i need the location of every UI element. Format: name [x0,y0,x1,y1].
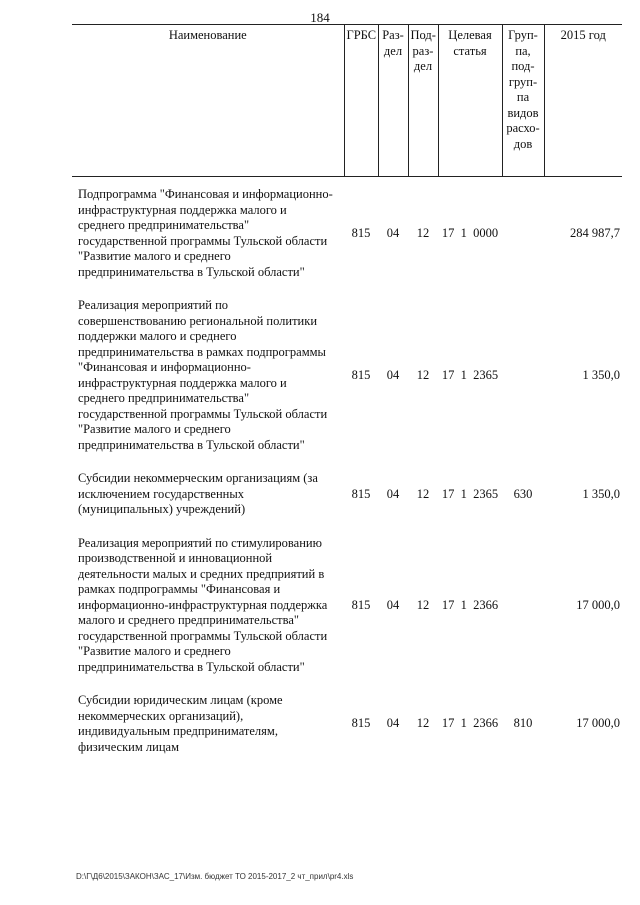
row-name: Реализация мероприятий по совершенствованию региональной политики поддержки малого и среднего предпринимательства в рамках подпрограммы "Финансовая и информационно- инфраструктурная поддержка малого и среднего предпринимательства" государственной программы Тульской области "Развитие малого и среднего предпринимательства в Тульской области" [78,298,328,452]
row-celevaya: 17 1 2365 [441,486,499,501]
budget-table [72,24,622,755]
table-row [72,298,622,453]
row-gruppa [502,536,544,676]
row-grbs: 815 [351,225,371,240]
row-grbs: 815 [351,597,371,612]
row-razdel: 04 [386,716,400,731]
row-amount: 17 000,0 [576,716,620,731]
row-podrazdel: 12 [416,716,430,731]
row-grbs: 815 [351,716,371,731]
row-razdel: 04 [386,597,400,612]
row-razdel: 04 [386,486,400,501]
file-path-footer: D:\Г\Д6\2015\ЗАКОН\ЗАС_17\Изм. бюджет ТО 2015-2017_2 чт_прил\pr4.xls [76,872,354,881]
row-amount: 284 987,7 [570,225,620,240]
header-razdel: Раз- дел [378,25,408,177]
row-razdel: 04 [386,225,400,240]
row-podrazdel: 12 [416,486,430,501]
table-row [72,693,622,755]
row-podrazdel: 12 [416,367,430,382]
row-celevaya: 17 1 2365 [441,367,499,382]
row-podrazdel: 12 [416,225,430,240]
table-header-row [72,25,622,177]
row-amount: 1 350,0 [582,367,620,382]
row-name: Субсидии некоммерческим организациям (за исключением государственных (муниципальных) учреждений) [78,471,318,516]
row-name: Субсидии юридическим лицам (кроме некоммерческих организаций), индивидуальным предпринимателям, физическим лицам [78,693,283,754]
row-grbs: 815 [351,486,371,501]
row-gruppa [502,187,544,280]
row-gruppa: 630 [513,486,533,501]
table-row [72,536,622,676]
header-gruppa: Груп- па, под- груп- па видов расхо- дов [502,25,544,177]
row-name: Реализация мероприятий по стимулированию производственной и инновационной деятельности малых и средних предприятий в рамках подпрограммы "Финансовая и информационно-инфраструктурная поддержка малого и среднего предпринимательства" государственной программы Тульской области "Развитие малого и среднего предпринимательства в Тульской области" [78,535,328,674]
table-row [72,187,622,280]
header-celevaya: Целевая статья [438,25,502,177]
header-podrazdel: Под- раз- дел [408,25,438,177]
page-number: 184 [310,10,330,25]
row-gruppa: 810 [513,716,533,731]
header-grbs: ГРБС [344,25,378,177]
row-name: Подпрограмма "Финансовая и информационно- инфраструктурная поддержка малого и среднего предпринимательства" государственной программы Тульской области "Развитие малого и среднего предпринимательства в Тульской области" [78,187,333,279]
row-gruppa [502,298,544,453]
header-year: 2015 год [544,25,622,177]
row-celevaya: 17 1 2366 [441,597,499,612]
row-amount: 1 350,0 [582,486,620,501]
row-grbs: 815 [351,367,371,382]
table-row [72,471,622,518]
row-celevaya: 17 1 0000 [441,225,499,240]
row-amount: 17 000,0 [576,597,620,612]
row-celevaya: 17 1 2366 [441,716,499,731]
header-name: Наименование [72,25,344,177]
row-podrazdel: 12 [416,597,430,612]
row-razdel: 04 [386,367,400,382]
